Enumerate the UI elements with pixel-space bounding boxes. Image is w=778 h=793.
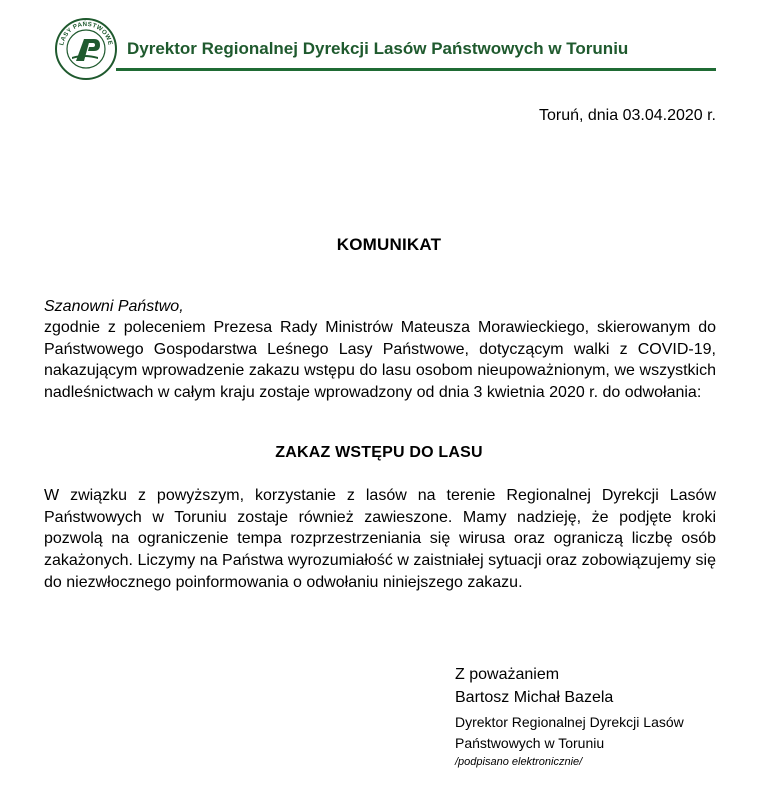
svg-text:LASY PAŃSTWOWE: LASY PAŃSTWOWE: [58, 20, 114, 47]
signature-role-line-2: Państwowych w Toruniu: [455, 735, 605, 751]
body-paragraph-2: W związku z powyższym, korzystanie z lasów na terenie Regionalnej Dyrekcji Lasów Państwowych w Toruniu zostaje również zawieszone. Mamy nadzieję, że podjęte kroki pozwolą na ograniczenie tempa rozprzestrzeniania się wirusa oraz ograniczą liczbę osób zakażonych. Liczymy na Państwa wyrozumiałość w zaistniałej sytuacji oraz zobowiązujemy się do niezwłocznego poinformowania o odwołaniu niniejszego zakazu.: [44, 487, 716, 591]
header-title: Dyrektor Regionalnej Dyrekcji Lasów Państwowych w Toruniu: [127, 39, 629, 58]
document-subheading: ZAKAZ WSTĘPU DO LASU: [275, 444, 483, 461]
lasy-panstwowe-logo: [54, 17, 118, 81]
signature-closing: Z poważaniem: [455, 666, 560, 683]
document-date: Toruń, dnia 03.04.2020 r.: [538, 107, 716, 124]
signature-role-line-1: Dyrektor Regionalnej Dyrekcji Lasów: [455, 714, 684, 730]
signature-name: Bartosz Michał Bazela: [455, 689, 614, 706]
salutation: Szanowni Państwo,: [44, 298, 184, 315]
body-paragraph-1: zgodnie z poleceniem Prezesa Rady Ministrów Mateusza Morawieckiego, skierowanym do Państwowego Gospodarstwa Leśnego Lasy Państwowe, dotyczącym walki z COVID-19, nakazującym wprowadzenie zakazu wstępu do lasu osobom nieupoważnionym, we wszystkich nadleśnictwach w całym kraju zostaje wprowadzony od dnia 3 kwietnia 2020 r. do odwołania:: [44, 319, 716, 402]
header-divider: [116, 68, 716, 71]
document-heading: KOMUNIKAT: [336, 235, 442, 254]
signature-note: /podpisano elektronicznie/: [455, 756, 583, 768]
